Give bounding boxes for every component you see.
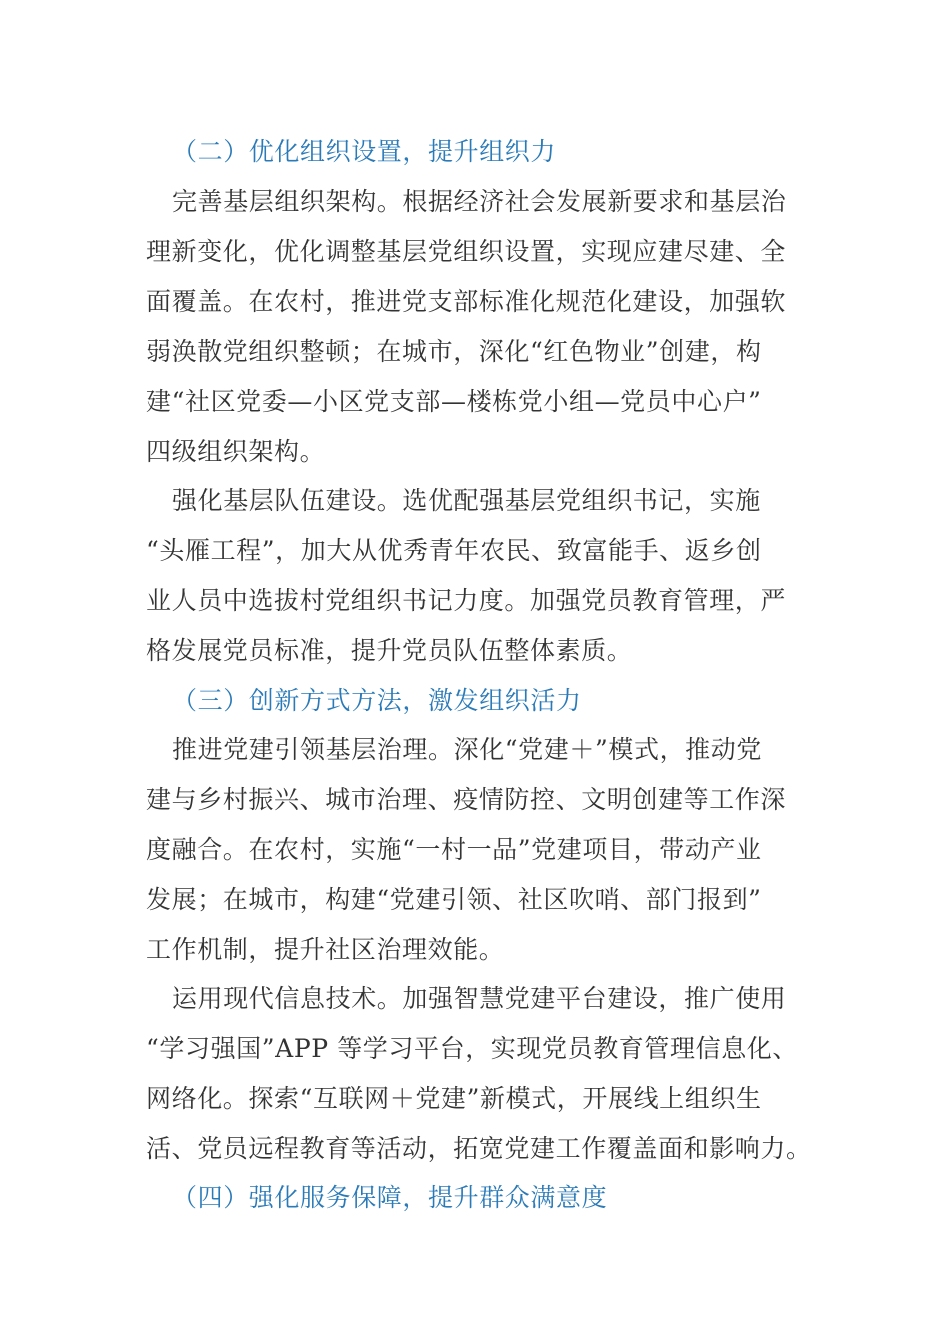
paragraph-line: 建“社区党委—小区党支部—楼栋党小组—党员中心户” <box>146 387 762 416</box>
paragraph-line: 活、党员远程教育等活动，拓宽党建工作覆盖面和影响力。 <box>146 1134 812 1163</box>
paragraph-line: 发展；在城市，构建“党建引领、社区吹哨、部门报到” <box>146 885 762 914</box>
paragraph-line: 四级组织架构。 <box>146 437 326 466</box>
paragraph-line: 弱涣散党组织整顿；在城市，深化“红色物业”创建，构 <box>146 337 762 366</box>
paragraph-line: 格发展党员标准，提升党员队伍整体素质。 <box>146 636 633 665</box>
section-heading-3: （三）创新方式方法，激发组织活力 <box>172 686 582 715</box>
paragraph-line: 完善基层组织架构。根据经济社会发展新要求和基层治 <box>172 187 787 216</box>
paragraph-line: 工作机制，提升社区治理效能。 <box>146 935 505 964</box>
section-heading-4: （四）强化服务保障，提升群众满意度 <box>172 1183 608 1212</box>
paragraph-line: 面覆盖。在农村，推进党支部标准化规范化建设，加强软 <box>146 287 787 316</box>
paragraph-line: 强化基层队伍建设。选优配强基层党组织书记，实施 <box>172 486 761 515</box>
paragraph-line: 推进党建引领基层治理。深化“党建＋”模式，推动党 <box>172 735 762 764</box>
paragraph-line: 度融合。在农村，实施“一村一品”党建项目，带动产业 <box>146 835 762 864</box>
paragraph-line: “头雁工程”，加大从优秀青年农民、致富能手、返乡创 <box>146 536 762 565</box>
section-heading-2: （二）优化组织设置，提升组织力 <box>172 137 557 166</box>
paragraph-line: 运用现代信息技术。加强智慧党建平台建设，推广使用 <box>172 984 787 1013</box>
paragraph-line: 建与乡村振兴、城市治理、疫情防控、文明创建等工作深 <box>146 785 787 814</box>
paragraph-line: “学习强国”APP 等学习平台，实现党员教育管理信息化、 <box>146 1034 799 1063</box>
paragraph-line: 理新变化，优化调整基层党组织设置，实现应建尽建、全 <box>146 237 787 266</box>
paragraph-line: 网络化。探索“互联网＋党建”新模式，开展线上组织生 <box>146 1084 762 1113</box>
paragraph-line: 业人员中选拔村党组织书记力度。加强党员教育管理，严 <box>146 586 787 615</box>
